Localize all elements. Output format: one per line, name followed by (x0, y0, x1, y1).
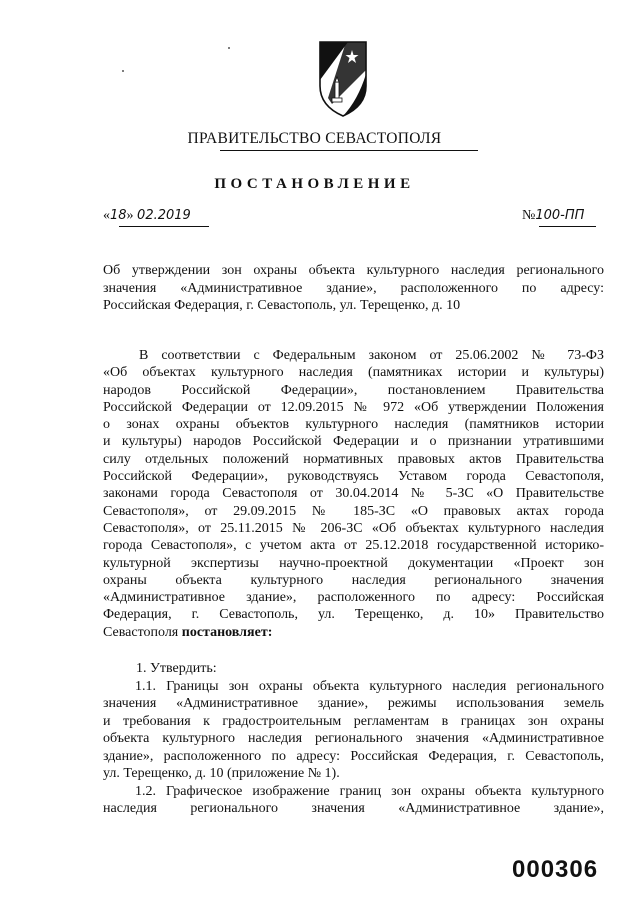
item-line: здание», расположенного по адресу: Российская Федерация, г. Севастополь, (103, 748, 604, 764)
body-line: города Севастополя», с учетом акта от 25.12.2018 государственной историко- (103, 538, 604, 554)
body-line: Севастополя (103, 624, 179, 640)
date-month-year: 02.2019 (137, 208, 191, 223)
body-line: Российской Федерации от 12.09.2015 № 972 «Об утверждении Положения (103, 399, 604, 415)
resolution-items (103, 660, 604, 818)
body-line: о зонах охраны объектов культурного наследия (памятников истории (103, 417, 604, 433)
body-line: «Об объектах культурного наследия (памятниках истории и культуры) (103, 365, 604, 381)
body-line: В соответствии с Федеральным законом от 25.06.2002 № 73-ФЗ (139, 348, 604, 363)
item-line: ул. Терещенко, д. 10 (приложение № 1). (103, 766, 340, 781)
body-line: Российской Федерации», руководствуясь Уставом города Севастополя, (103, 469, 604, 485)
body-final-line (103, 624, 604, 641)
document-date (103, 208, 191, 224)
sevastopol-coat-of-arms-icon (318, 40, 368, 118)
item-line: значения «Административное здание», режимы использования земель (103, 696, 604, 711)
subject-line: Об утверждении зон охраны объекта культурного наследия регионального (103, 263, 604, 278)
number-value: 100-ПП (535, 208, 585, 223)
government-title: ПРАВИТЕЛЬСТВО СЕВАСТОПОЛЯ (187, 130, 442, 147)
scan-speck (228, 47, 230, 49)
date-open-quote: « (103, 208, 110, 223)
item-line: 1.2. Графическое изображение границ зон охраны объекта культурного (135, 783, 604, 799)
item-line: наследия регионального значения «Административное здание», (103, 801, 604, 816)
document-subject (103, 262, 604, 315)
body-line: охраны объекта культурного наследия регионального значения (103, 572, 604, 588)
item-line: объекта культурного наследия регионального значения «Административное (103, 731, 604, 746)
serial-number: 000306 (512, 856, 599, 883)
date-underline (119, 226, 209, 227)
body-line: силу отдельных положений нормативных правовых актов Правительства (103, 451, 604, 467)
preamble-paragraph (103, 347, 604, 641)
body-line: народов Российской Федерации», постановлением Правительства (103, 382, 604, 398)
title-underline (220, 150, 478, 151)
item-line: 1.1. Границы зон охраны объекта культурного наследия регионального (135, 678, 604, 694)
date-day: 18 (110, 208, 127, 223)
item-line: и требования к градостроительным регламентам в границах зон охраны (103, 713, 604, 729)
date-close-quote: » (126, 208, 134, 223)
document-type-heading: ПОСТАНОВЛЕНИЕ (214, 176, 415, 192)
item-line: 1. Утвердить: (136, 661, 217, 676)
resolution-keyword: постановляет: (181, 624, 273, 640)
subject-line: Российская Федерация, г. Севастополь, ул. Терещенко, д. 10 (103, 298, 461, 313)
scan-speck (122, 70, 124, 72)
document-number (522, 208, 584, 224)
number-underline (539, 226, 596, 227)
body-line: культурной экспертизы научно-проектной документации «Проект зон (103, 555, 604, 571)
body-line: «Административное здание», расположенного по адресу: Российская (103, 590, 604, 606)
body-line: Федерация, г. Севастополь, ул. Терещенко, д. 10» Правительство (103, 607, 604, 623)
subject-line: значения «Административное здание», расположенного по адресу: (103, 280, 604, 296)
body-line: Севастополя», от 25.11.2015 № 206-ЗС «Об объектах культурного наследия (103, 520, 604, 536)
body-line: законами города Севастополя от 30.04.2014 № 5-ЗС «О Правительстве (103, 486, 604, 502)
body-line: и культуры) народов Российской Федерации и о признании утратившими (103, 434, 604, 450)
body-line: Севастополя», от 29.09.2015 № 185-ЗС «О правовых актах города (103, 503, 604, 519)
number-prefix: № (522, 208, 536, 223)
